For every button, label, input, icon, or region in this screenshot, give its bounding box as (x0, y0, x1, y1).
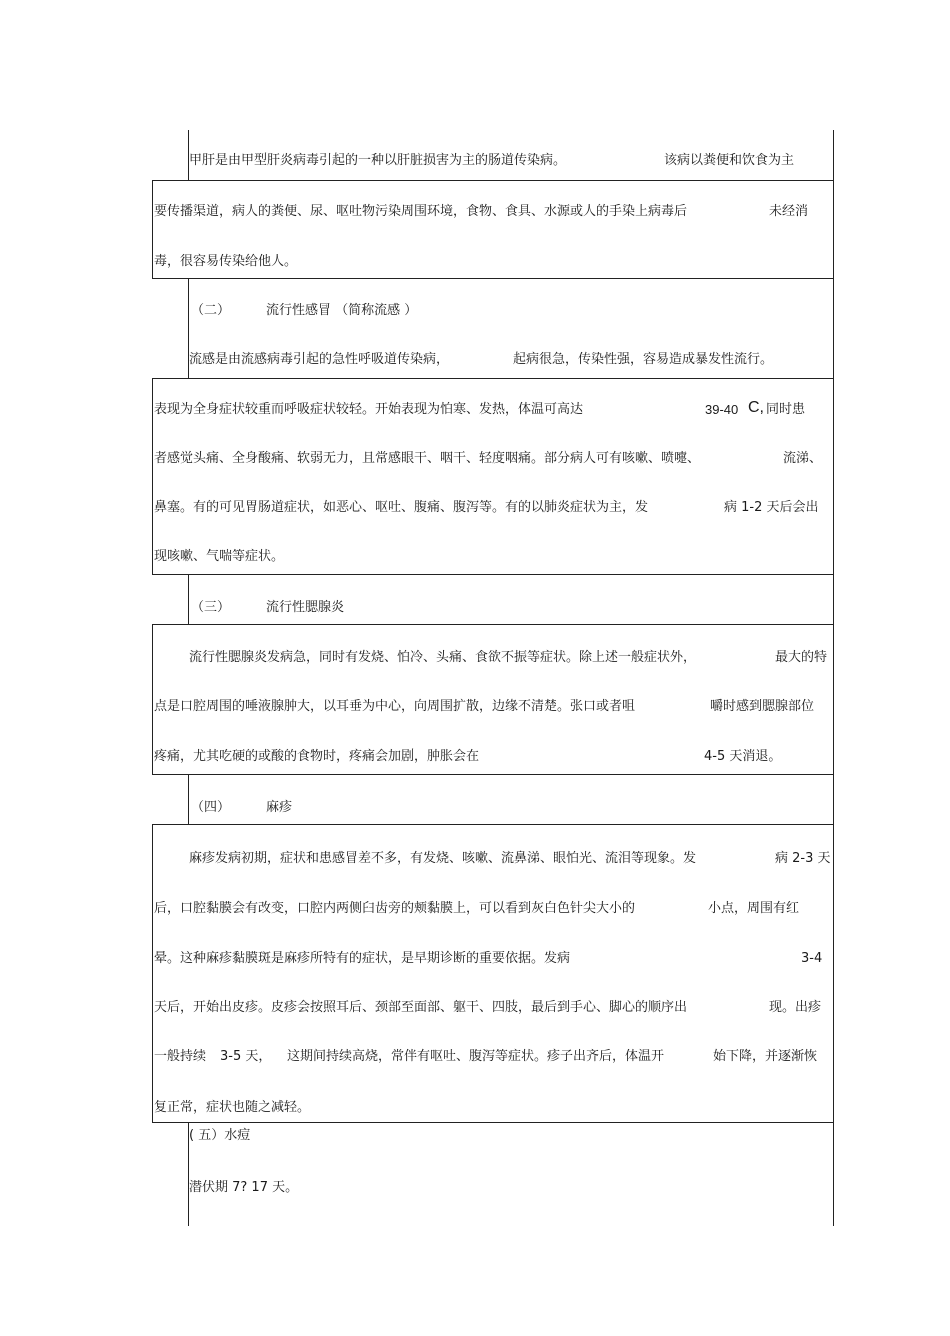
measles-text-line: 后，口腔黏膜会有改变，口腔内两侧臼齿旁的颊黏膜上，可以看到灰白色针尖大小的 (154, 901, 636, 916)
influenza-temperature: 39-40 (705, 402, 739, 417)
mumps-text-line: 疼痛，尤其吃硬的或酸的食物时，疼痛会加剧，肿胀会在 (154, 749, 480, 764)
table-border (152, 824, 833, 825)
mumps-heading-title: 流行性腮腺炎 (266, 600, 345, 615)
measles-text-line: 现。出疹 (769, 1000, 822, 1015)
table-border (152, 774, 833, 775)
table-border (152, 378, 833, 379)
chickenpox-text-line: 潜伏期 7? 17 天。 (189, 1180, 299, 1195)
measles-text-line: 麻疹发病初期，症状和患感冒差不多，有发烧、咳嗽、流鼻涕、眼怕光、流泪等现象。发 (189, 851, 697, 866)
influenza-text-line: 鼻塞。有的可见胃肠道症状，如恶心、呕吐、腹痛、腹泻等。有的以肺炎症状为主，发 (154, 500, 649, 515)
influenza-text-line: 流涕、 (783, 451, 823, 466)
table-border (152, 378, 153, 574)
influenza-temperature-unit: C, (748, 399, 764, 416)
measles-text-line: 一般持续 (154, 1049, 207, 1064)
hepatitis-a-text-line: 该病以粪便和饮食为主 (664, 153, 795, 168)
hepatitis-a-text-line: 甲肝是由甲型肝炎病毒引起的一种以肝脏损害为主的肠道传染病。 (189, 153, 567, 168)
table-border (152, 180, 153, 278)
hepatitis-a-text-line: 要传播渠道，病人的粪便、尿、呕吐物污染周围环境，食物、食具、水源或人的手染上病毒后 (154, 204, 688, 219)
table-border (152, 624, 153, 774)
influenza-text-line: 病 1-2 天后会出 (724, 500, 819, 515)
influenza-text-line: 同时患 (766, 402, 806, 417)
mumps-text-line: 流行性腮腺炎发病急，同时有发烧、怕冷、头痛、食欲不振等症状。除上述一般症状外， (189, 650, 697, 665)
table-border (152, 624, 833, 625)
mumps-heading-number: （三） (191, 600, 231, 615)
measles-text-line: 这期间持续高烧，常伴有呕吐、腹泻等症状。疹子出齐后，体温开 (287, 1049, 665, 1064)
influenza-heading-title: 流行性感冒 （简称流感 ） (266, 303, 418, 318)
table-border (833, 130, 834, 1226)
table-border (188, 774, 189, 824)
influenza-text-line: 表现为全身症状较重而呼吸症状较轻。开始表现为怕寒、发热，体温可高达 (154, 402, 584, 417)
table-border (152, 180, 833, 181)
influenza-text-line: 起病很急，传染性强，容易造成暴发性流行。 (513, 352, 774, 367)
table-border (188, 574, 189, 624)
mumps-text-line: 嚼时感到腮腺部位 (710, 699, 815, 714)
measles-text-line: 3-4 (801, 951, 823, 966)
influenza-heading-number: （二） (191, 303, 231, 318)
influenza-text-line: 流感是由流感病毒引起的急性呼吸道传染病， (189, 352, 450, 367)
hepatitis-a-text-line: 毒，很容易传染给他人。 (154, 254, 298, 269)
mumps-text-line: 最大的特 (775, 650, 828, 665)
measles-text-line: 天后，开始出皮疹。皮疹会按照耳后、颈部至面部、躯干、四肢，最后到手心、脚心的顺序出 (154, 1000, 688, 1015)
table-border (152, 1122, 833, 1123)
influenza-text-line: 现咳嗽、气喘等症状。 (154, 549, 285, 564)
measles-heading-number: （四） (191, 800, 231, 815)
influenza-text-line: 者感觉头痛、全身酸痛、软弱无力，且常感眼干、咽干、轻度咽痛。部分病人可有咳嗽、喷嚏、 (154, 451, 701, 466)
table-border (152, 824, 153, 1122)
measles-rash-duration: 3-5 天， (220, 1049, 272, 1064)
chickenpox-heading: ( 五）水痘 (189, 1128, 251, 1143)
mumps-text-line: 4-5 天消退。 (704, 749, 782, 764)
measles-heading-title: 麻疹 (266, 800, 293, 815)
table-border (152, 278, 833, 279)
mumps-text-line: 点是口腔周围的唾液腺肿大，以耳垂为中心，向周围扩散，边缘不清楚。张口或者咀 (154, 699, 636, 714)
measles-text-line: 晕。这种麻疹黏膜斑是麻疹所特有的症状，是早期诊断的重要依据。发病 (154, 951, 571, 966)
table-border (152, 574, 833, 575)
measles-text-line: 小点，周围有红 (708, 901, 800, 916)
measles-text-line: 病 2-3 天 (775, 851, 831, 866)
measles-text-line: 始下降，并逐渐恢 (713, 1049, 818, 1064)
measles-text-line: 复正常，症状也随之减轻。 (154, 1100, 311, 1115)
hepatitis-a-text-line: 未经消 (769, 204, 809, 219)
